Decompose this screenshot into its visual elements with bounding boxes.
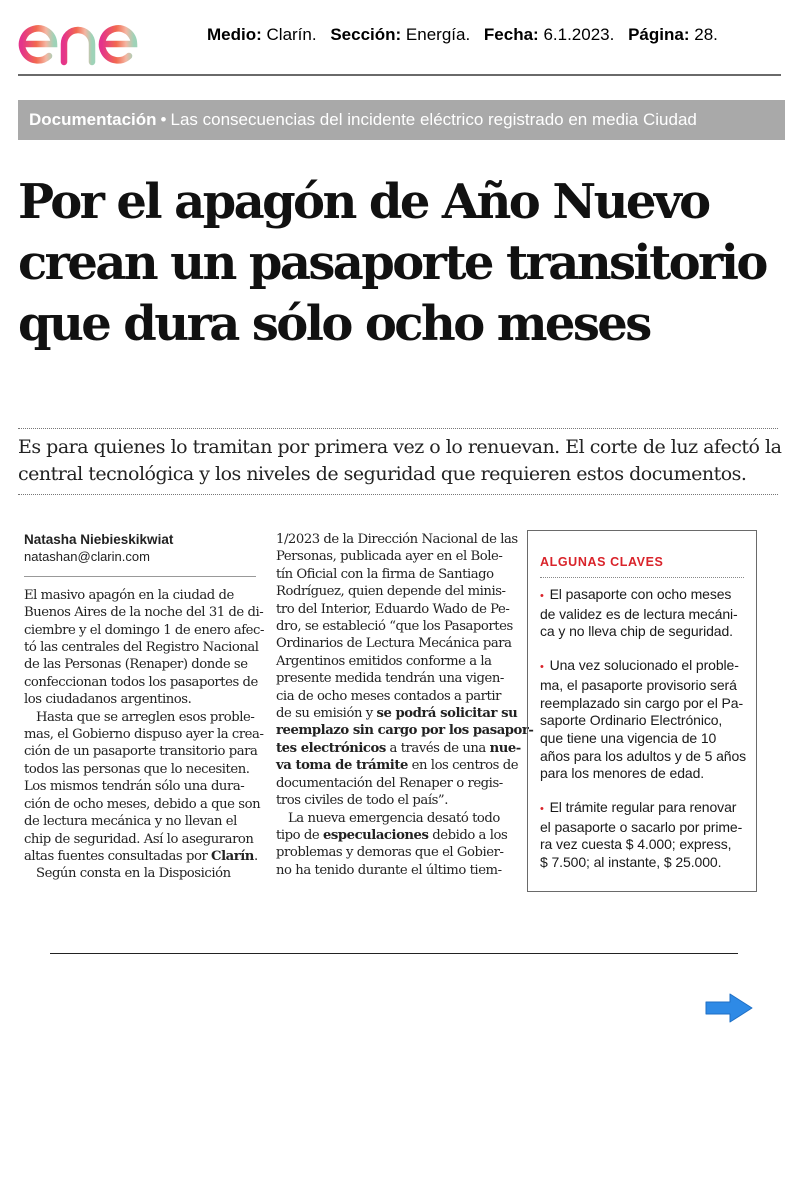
key-point-item [540, 586, 756, 641]
body-line: Buenos Aires de la noche del 31 de di- [24, 605, 264, 621]
footer-divider [50, 953, 738, 954]
body-text: de su emisión y [276, 706, 377, 722]
body-line: Según consta en la Disposición [36, 866, 231, 882]
body-line [276, 827, 508, 844]
key-point-line: el pasaporte o sacarlo por prime- [540, 818, 743, 835]
key-point-line: $ 7.500; al instante, $ 25.000. [540, 854, 722, 871]
body-line: tro del Interior, Eduardo Wado de Pe- [276, 601, 510, 617]
deck-divider-bottom [18, 494, 778, 495]
bold-text: se podrá solicitar su [376, 706, 518, 722]
body-line: cia de ocho meses contados a partir [276, 688, 501, 704]
brand-name: Clarín [211, 848, 254, 864]
key-point-item [540, 657, 756, 783]
key-point-text: El trámite regular para renovar [549, 799, 737, 816]
body-line: 1/2023 de la Dirección Nacional de las [276, 532, 518, 547]
bold-text: tes electrónicos [276, 740, 386, 756]
meta-value-pagina: 28. [694, 25, 718, 44]
key-point-line: ra vez cuesta $ 4.000; express, [540, 836, 732, 853]
meta-value-seccion: Energía. [405, 25, 471, 44]
section-separator: • [160, 110, 167, 129]
body-line [276, 722, 534, 739]
body-line: La nueva emergencia desató todo [288, 810, 500, 826]
key-point-line [540, 586, 756, 606]
author-name: Natasha Niebieskikwiat [24, 532, 174, 547]
headline-line: que dura sólo ocho meses [18, 296, 650, 352]
body-text: . [253, 848, 258, 864]
body-line: Hasta que se arreglen esos proble- [36, 709, 255, 725]
key-point-item [540, 799, 756, 872]
body-line: de las Personas (Renaper) donde se [24, 657, 248, 673]
body-line: ciembre y el domingo 1 de enero afec- [24, 622, 264, 638]
byline-divider [24, 576, 256, 577]
body-line: documentación del Renaper o regis- [276, 775, 503, 791]
key-point-line: que tiene una vigencia de 10 [540, 729, 717, 746]
body-line [276, 757, 519, 774]
bold-text: va toma de trámite [276, 758, 408, 774]
section-bar [18, 100, 785, 140]
key-points-title: ALGUNAS CLAVES [540, 555, 664, 569]
article-column-1 [24, 531, 264, 883]
key-point-line: para los menores de edad. [540, 765, 705, 782]
body-line: Ordinarios de Lectura Mecánica para [276, 636, 512, 652]
key-point-text: Una vez solucionado el proble- [549, 657, 739, 674]
deck-divider-top [18, 428, 778, 429]
article-deck [18, 434, 788, 488]
key-points-divider [540, 577, 744, 578]
deck-line: Es para quienes lo tramitan por primera vez o lo renuevan. El corte de luz afectó la [18, 436, 782, 458]
bullet-icon: • [540, 590, 544, 602]
body-line: confeccionan todos los pasaportes de [24, 674, 258, 690]
key-point-text: El pasaporte con ocho meses [549, 586, 732, 602]
enel-logo [18, 14, 170, 66]
body-line: Los mismos tendrán sólo una dura- [24, 779, 245, 795]
meta-label: Sección: [330, 25, 402, 44]
body-line: los ciudadanos argentinos. [24, 692, 192, 708]
key-point-line [540, 657, 756, 677]
author-email[interactable]: natashan@clarin.com [24, 549, 150, 565]
body-line: tros civiles de todo el país”. [276, 793, 448, 809]
article-headline [18, 172, 788, 355]
body-line [276, 740, 521, 757]
body-line: todos las personas que lo necesiten. [24, 761, 250, 777]
body-line: tín Oficial con la firma de Santiago [276, 566, 494, 582]
body-line: tó las centrales del Registro Nacional [24, 640, 259, 656]
body-line [276, 705, 518, 722]
bullet-icon: • [540, 803, 544, 816]
meta-label: Página: [628, 25, 690, 44]
body-text: altas fuentes consultadas por [24, 848, 212, 864]
key-point-line: saporte Ordinario Electrónico, [540, 712, 723, 729]
body-line: El masivo apagón en la ciudad de [24, 587, 234, 603]
body-line: no ha tenido durante el último tiem- [276, 862, 502, 878]
meta-value-fecha: 6.1.2023. [543, 25, 615, 44]
bold-text: nue- [489, 740, 521, 756]
key-point-line: ca y no lleva chip de seguridad. [540, 623, 733, 640]
key-point-line [540, 799, 756, 819]
body-text: debido a los [428, 827, 508, 843]
bullet-icon: • [540, 661, 544, 674]
headline-line: Por el apagón de Año Nuevo [18, 174, 709, 230]
publication-meta [207, 25, 718, 45]
body-text: en los centros de [407, 758, 519, 774]
body-line: chip de seguridad. Así lo aseguraron [24, 831, 254, 847]
body-text: tipo de [276, 827, 323, 843]
section-title: Las consecuencias del incidente eléctrico registrado en media Ciudad [170, 110, 697, 129]
key-point-line: de validez es de lectura mecáni- [540, 605, 738, 622]
section-kicker: Documentación [29, 110, 157, 129]
body-line: mas, el Gobierno dispuso ayer la crea- [24, 727, 264, 743]
meta-label: Medio: [207, 25, 262, 44]
bold-text: especulaciones [322, 827, 429, 843]
meta-label: Fecha: [483, 25, 539, 44]
body-line: ción de ocho meses, debido a que son [24, 796, 261, 812]
arrow-right-icon[interactable] [704, 992, 754, 1024]
body-text: a través de una [385, 740, 490, 756]
body-line: problemas y demoras que el Gobier- [276, 845, 504, 861]
key-points-box [527, 530, 757, 892]
bold-text: reemplazo sin cargo por los pasapor- [276, 723, 534, 739]
key-point-line: reemplazado sin cargo por el Pa- [540, 694, 744, 711]
header-divider [18, 74, 781, 76]
key-point-line: años para los adultos y de 5 años [540, 747, 747, 764]
body-line [24, 848, 256, 865]
body-line: Rodríguez, quien depende del minis- [276, 584, 506, 600]
meta-value-medio: Clarín. [266, 25, 317, 44]
headline-line: crean un pasaporte transitorio [18, 235, 766, 291]
body-line: de lectura mecánica y no llevan el [24, 814, 237, 830]
body-line: ción de un pasaporte transitorio para [24, 744, 258, 760]
key-points-list [540, 586, 756, 888]
body-line: presente medida tendrán una vigen- [276, 671, 504, 687]
body-line: Argentinos emitidos conforme a la [276, 653, 492, 669]
deck-line: central tecnológica y los niveles de seguridad que requieren estos documentos. [18, 463, 747, 485]
article-column-2 [276, 531, 534, 879]
body-line: dro, se estableció “que los Pasaportes [276, 619, 513, 635]
key-point-line: ma, el pasaporte provisorio será [540, 676, 737, 693]
body-line: Personas, publicada ayer en el Bole- [276, 549, 503, 565]
